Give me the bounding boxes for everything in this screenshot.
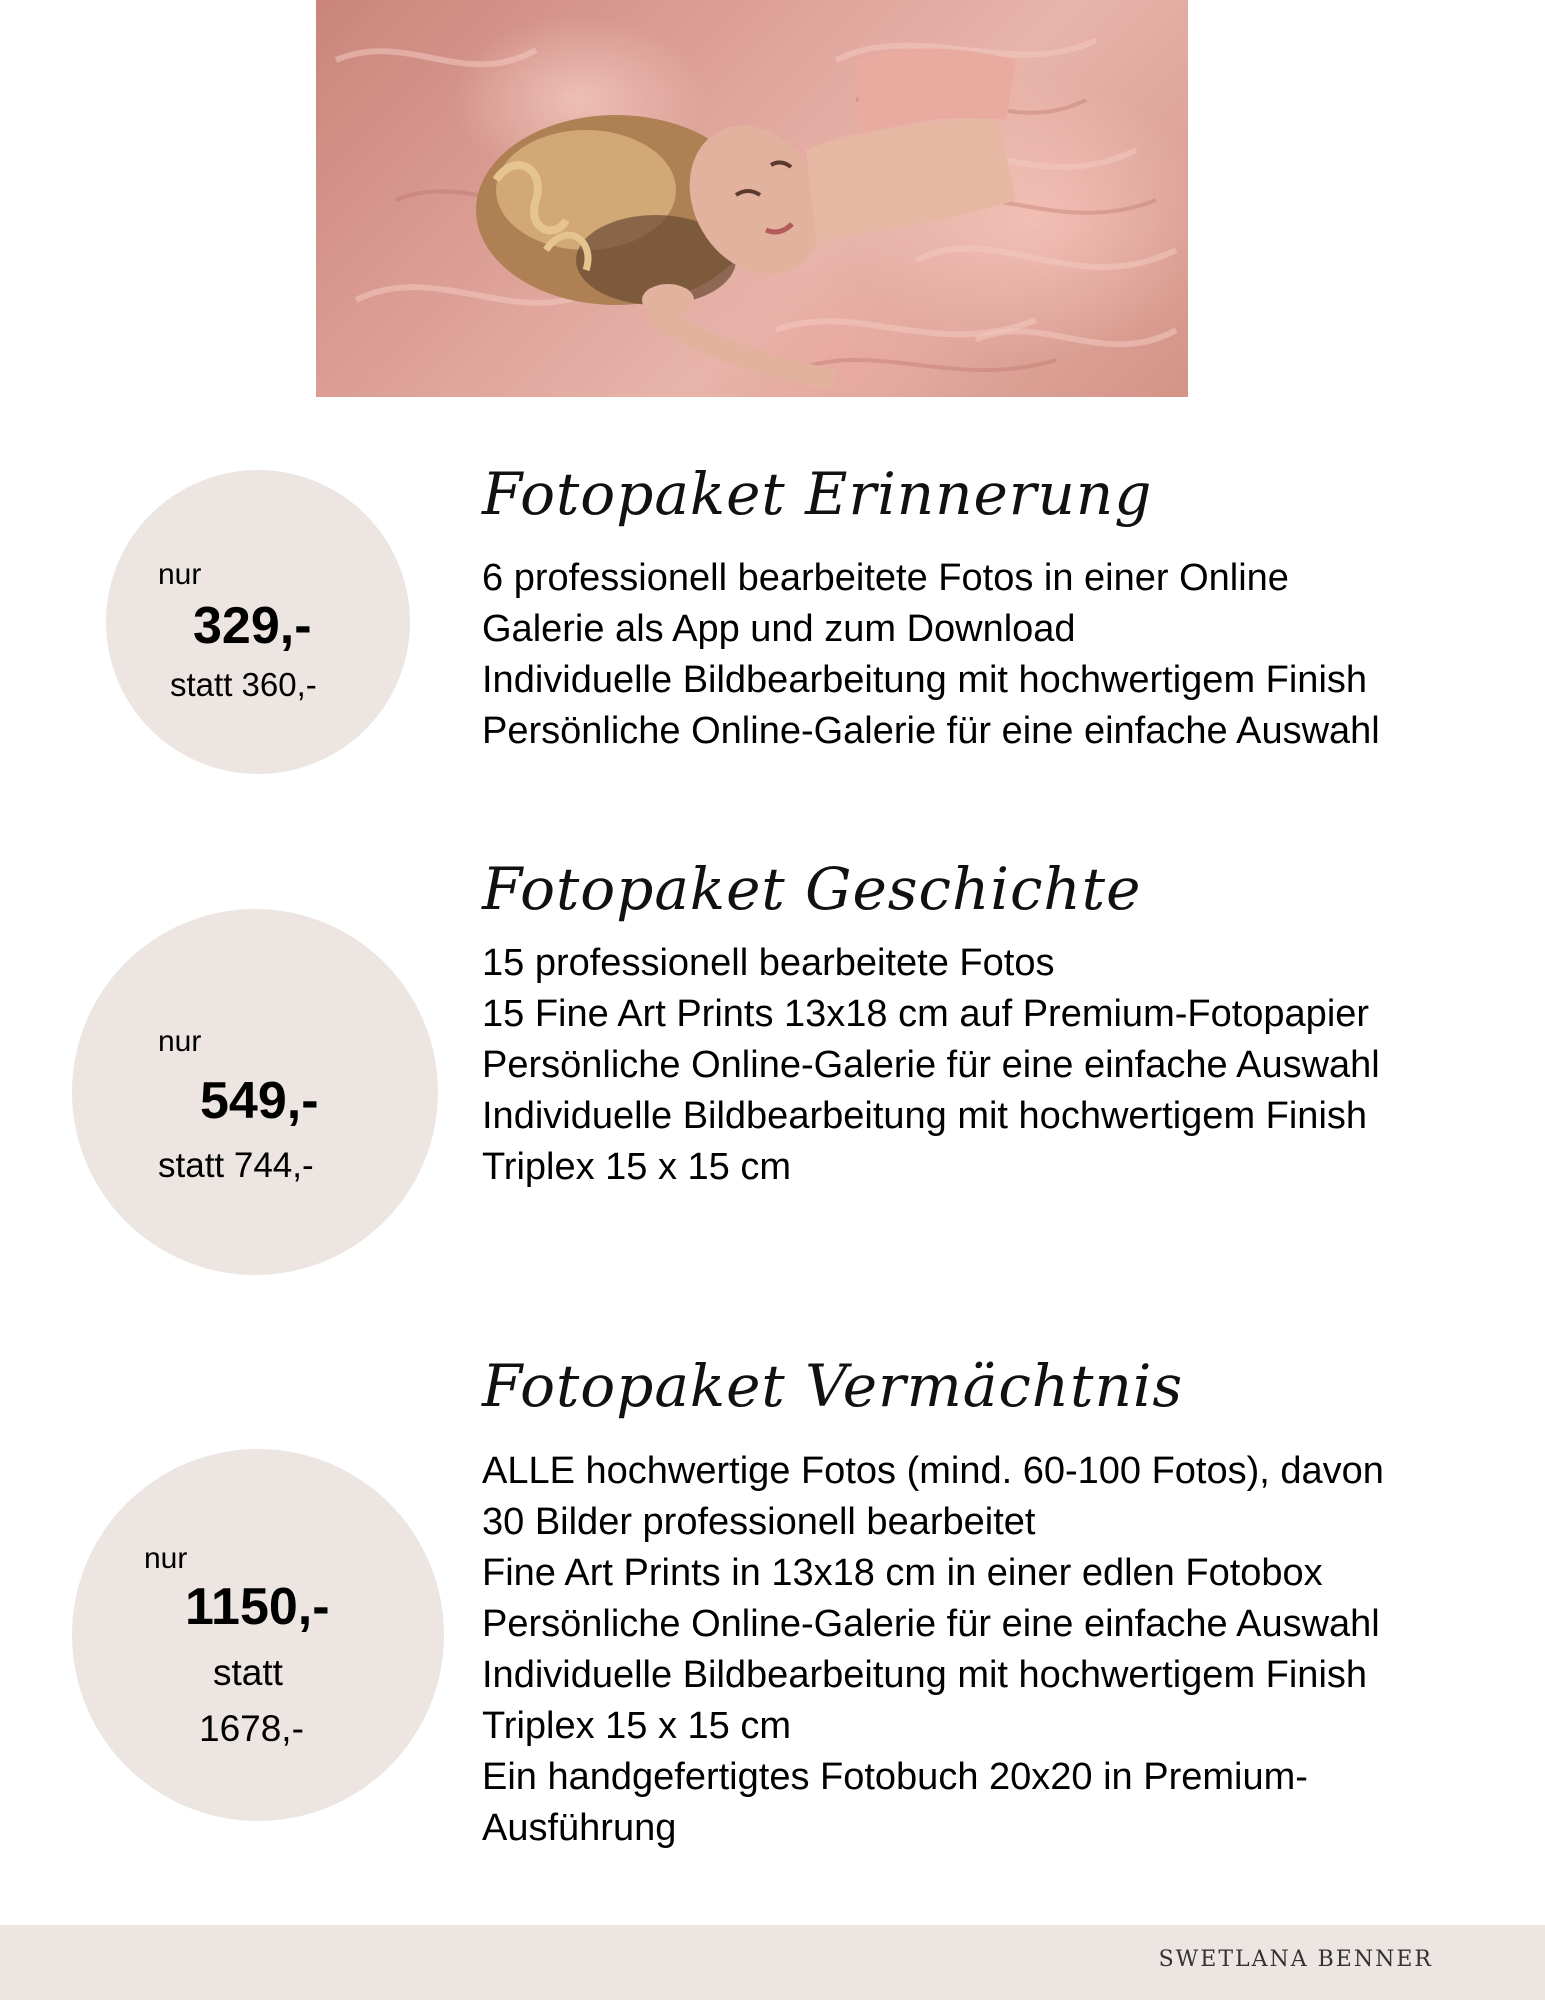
- feature-item: Ein handgefertigtes Fotobuch 20x20 in Premium-: [482, 1756, 1308, 1798]
- package-title-vermaechtnis: Fotopaket Vermächtnis: [482, 1352, 1184, 1420]
- price-amount: 549,-: [200, 1072, 319, 1130]
- package-title-erinnerung: Fotopaket Erinnerung: [482, 460, 1153, 528]
- feature-item: 6 professionell bearbeitete Fotos in einer Online: [482, 557, 1289, 599]
- old-price: statt 744,-: [158, 1146, 314, 1185]
- package-title-geschichte: Fotopaket Geschichte: [482, 855, 1142, 923]
- feature-item: Persönliche Online-Galerie für eine einfache Auswahl: [482, 1044, 1380, 1086]
- old-price-value: 1678,-: [199, 1708, 304, 1749]
- price-prefix: nur: [144, 1542, 188, 1575]
- price-amount: 329,-: [193, 597, 312, 655]
- feature-item: 15 Fine Art Prints 13x18 cm auf Premium-Fotopapier: [482, 993, 1370, 1035]
- hero-photo: [316, 0, 1188, 397]
- feature-item: Ausführung: [482, 1807, 677, 1849]
- old-price-label: statt: [213, 1652, 283, 1693]
- feature-list-vermaechtnis: [482, 1446, 1462, 1854]
- feature-item: Persönliche Online-Galerie für eine einfache Auswahl: [482, 710, 1380, 752]
- feature-item: ALLE hochwertige Fotos (mind. 60-100 Fotos), davon: [482, 1450, 1384, 1492]
- feature-item: Individuelle Bildbearbeitung mit hochwertigem Finish: [482, 1654, 1368, 1696]
- feature-list-geschichte: [482, 938, 1462, 1193]
- woman-in-pink-dress-illustration: [316, 0, 1188, 397]
- price-amount: 1150,-: [185, 1578, 330, 1636]
- feature-item: Galerie als App und zum Download: [482, 608, 1076, 650]
- feature-item: Individuelle Bildbearbeitung mit hochwertigem Finish: [482, 659, 1368, 701]
- feature-item: 15 professionell bearbeitete Fotos: [482, 942, 1055, 984]
- feature-item: Persönliche Online-Galerie für eine einfache Auswahl: [482, 1603, 1380, 1645]
- feature-item: Fine Art Prints in 13x18 cm in einer edlen Fotobox: [482, 1552, 1323, 1594]
- photographer-name: SWETLANA BENNER: [1158, 1947, 1433, 1972]
- price-prefix: nur: [158, 1025, 202, 1058]
- feature-item: 30 Bilder professionell bearbeitet: [482, 1501, 1036, 1543]
- price-prefix: nur: [158, 558, 202, 591]
- old-price: statt 360,-: [170, 666, 317, 703]
- feature-item: Individuelle Bildbearbeitung mit hochwertigem Finish: [482, 1095, 1368, 1137]
- feature-item: Triplex 15 x 15 cm: [482, 1146, 792, 1188]
- footer-bar: [0, 1925, 1545, 2000]
- feature-list-erinnerung: [482, 553, 1462, 757]
- feature-item: Triplex 15 x 15 cm: [482, 1705, 792, 1747]
